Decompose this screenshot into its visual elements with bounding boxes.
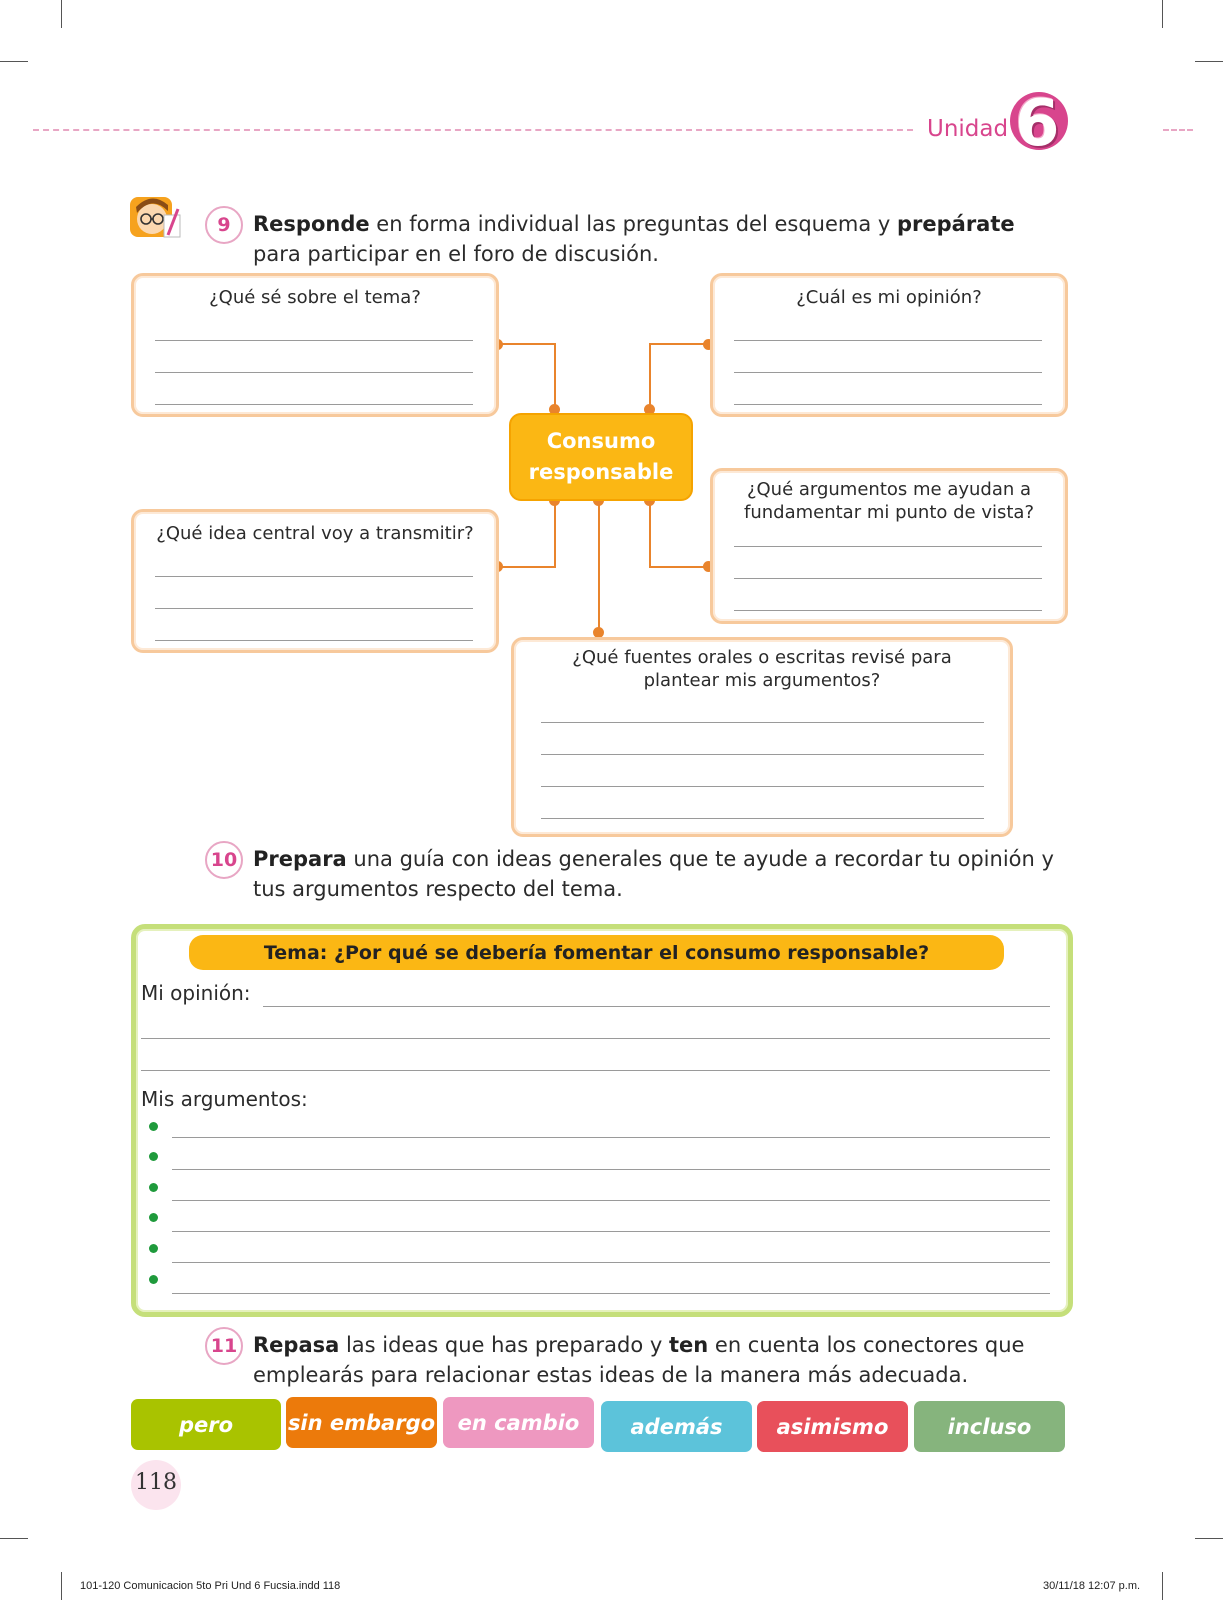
writing-line[interactable]	[141, 1070, 1050, 1071]
activity-11-verb-repasa: Repasa	[253, 1333, 340, 1357]
question-arguments: ¿Qué argumentos me ayudan a fundamentar mi punto de vista?	[743, 479, 1035, 523]
central-topic-box	[509, 413, 693, 501]
footer-filename: 101-120 Comunicacion 5to Pri Und 6 Fucsia.indd 118	[80, 1580, 341, 1592]
writing-line[interactable]	[155, 404, 473, 405]
connector-chip-incluso	[914, 1401, 1065, 1452]
header-dashed-line-right	[1163, 129, 1193, 131]
writing-line[interactable]	[172, 1262, 1050, 1263]
unit-number: 6	[1015, 87, 1060, 161]
connector-line	[649, 497, 651, 567]
writing-line[interactable]	[734, 372, 1042, 373]
writing-line[interactable]	[172, 1200, 1050, 1201]
connector-line	[649, 343, 651, 413]
my-opinion-label: Mi opinión:	[141, 981, 251, 1005]
writing-line[interactable]	[541, 754, 984, 755]
connector-line	[554, 343, 556, 413]
activity-9-text-part1: en forma individual las preguntas del esquema y	[369, 212, 897, 236]
writing-line[interactable]	[155, 576, 473, 577]
connector-chip-asimismo	[757, 1401, 908, 1452]
writing-line[interactable]	[541, 786, 984, 787]
activity-number-10: 10	[205, 841, 243, 879]
writing-line[interactable]	[734, 578, 1042, 579]
argument-bullet	[149, 1152, 158, 1161]
question-sources: ¿Qué fuentes orales o escritas revisé para plantear mis argumentos?	[572, 647, 952, 691]
connector-chip-label: incluso	[947, 1414, 1032, 1439]
question-box-my-opinion	[710, 273, 1068, 417]
connector-chip-ademas	[601, 1401, 752, 1452]
argument-bullet	[149, 1122, 158, 1131]
argument-bullet	[149, 1183, 158, 1192]
crop-mark	[0, 61, 28, 62]
connector-line	[498, 343, 555, 345]
writing-line[interactable]	[141, 1038, 1050, 1039]
my-arguments-label: Mis argumentos:	[141, 1087, 308, 1111]
activity-9-instructions	[253, 209, 1063, 269]
writing-line[interactable]	[155, 608, 473, 609]
crop-mark	[1162, 0, 1163, 28]
footer-timestamp: 30/11/18 12:07 p.m.	[1043, 1580, 1141, 1592]
writing-line[interactable]	[172, 1293, 1050, 1294]
connector-line	[498, 566, 556, 568]
crop-mark	[1195, 61, 1223, 62]
activity-9-verb-responde: Responde	[253, 212, 370, 236]
writing-line[interactable]	[263, 1006, 1050, 1007]
crop-mark	[1195, 1538, 1223, 1539]
activity-11-text-part1: las ideas que has preparado y	[339, 1333, 669, 1357]
writing-line[interactable]	[541, 722, 984, 723]
question-central-idea: ¿Qué idea central voy a transmitir?	[156, 523, 474, 544]
connector-chip-label: en cambio	[457, 1410, 580, 1435]
activity-9-text-part2: para participar en el foro de discusión.	[253, 242, 659, 266]
question-my-opinion: ¿Cuál es mi opinión?	[796, 287, 982, 308]
guide-panel	[131, 924, 1073, 1317]
writing-line[interactable]	[541, 818, 984, 819]
question-box-what-i-know	[131, 273, 499, 417]
writing-line[interactable]	[734, 610, 1042, 611]
header-dashed-line	[33, 129, 913, 131]
page-number: 118	[135, 1470, 177, 1495]
connector-chip-label: además	[630, 1414, 723, 1439]
activity-10-verb-prepara: Prepara	[253, 847, 347, 871]
writing-line[interactable]	[734, 546, 1042, 547]
crop-mark	[0, 1538, 28, 1539]
connector-line	[649, 343, 708, 345]
activity-11-verb-ten: ten	[668, 1333, 709, 1357]
question-what-i-know: ¿Qué sé sobre el tema?	[209, 287, 421, 308]
connector-line	[554, 497, 556, 567]
question-box-sources	[511, 637, 1013, 837]
student-writing-icon	[128, 193, 184, 245]
writing-line[interactable]	[734, 404, 1042, 405]
connector-line	[649, 566, 708, 568]
activity-10-text: una guía con ideas generales que te ayude a recordar tu opinión y tus argumentos respecto del tema.	[253, 847, 1054, 901]
activity-11-text-part2: en cuenta los conectores que emplearás para relacionar estas ideas de la manera más adecuada.	[253, 1333, 1025, 1387]
connector-chip-label: sin embargo	[287, 1410, 436, 1435]
connector-chip-label: pero	[178, 1412, 234, 1437]
argument-bullet	[149, 1213, 158, 1222]
connector-chip-en-cambio	[443, 1397, 594, 1448]
crop-mark	[1162, 1572, 1163, 1600]
guide-topic-bar: Tema: ¿Por qué se debería fomentar el consumo responsable?	[189, 935, 1004, 970]
question-box-central-idea	[131, 509, 499, 653]
writing-line[interactable]	[155, 340, 473, 341]
activity-9-verb-preparate: prepárate	[896, 212, 1015, 236]
connector-chip-label: asimismo	[776, 1414, 889, 1439]
crop-mark	[61, 1572, 62, 1600]
crop-mark	[61, 0, 62, 28]
activity-number-11: 11	[205, 1327, 243, 1365]
unit-label: Unidad	[927, 116, 1009, 142]
writing-line[interactable]	[155, 640, 473, 641]
central-topic-line1: Consumo	[546, 429, 656, 453]
writing-line[interactable]	[172, 1137, 1050, 1138]
writing-line[interactable]	[734, 340, 1042, 341]
argument-bullet	[149, 1275, 158, 1284]
question-box-arguments	[710, 468, 1068, 624]
central-topic-line2: responsable	[528, 460, 674, 484]
writing-line[interactable]	[172, 1231, 1050, 1232]
argument-bullet	[149, 1244, 158, 1253]
connector-chip-pero	[131, 1399, 281, 1450]
writing-line[interactable]	[172, 1169, 1050, 1170]
activity-11-instructions	[253, 1330, 1063, 1390]
connector-chip-sin-embargo	[286, 1397, 437, 1448]
writing-line[interactable]	[155, 372, 473, 373]
activity-number-9: 9	[205, 206, 243, 244]
connector-line	[598, 497, 600, 633]
activity-10-instructions	[253, 844, 1063, 904]
